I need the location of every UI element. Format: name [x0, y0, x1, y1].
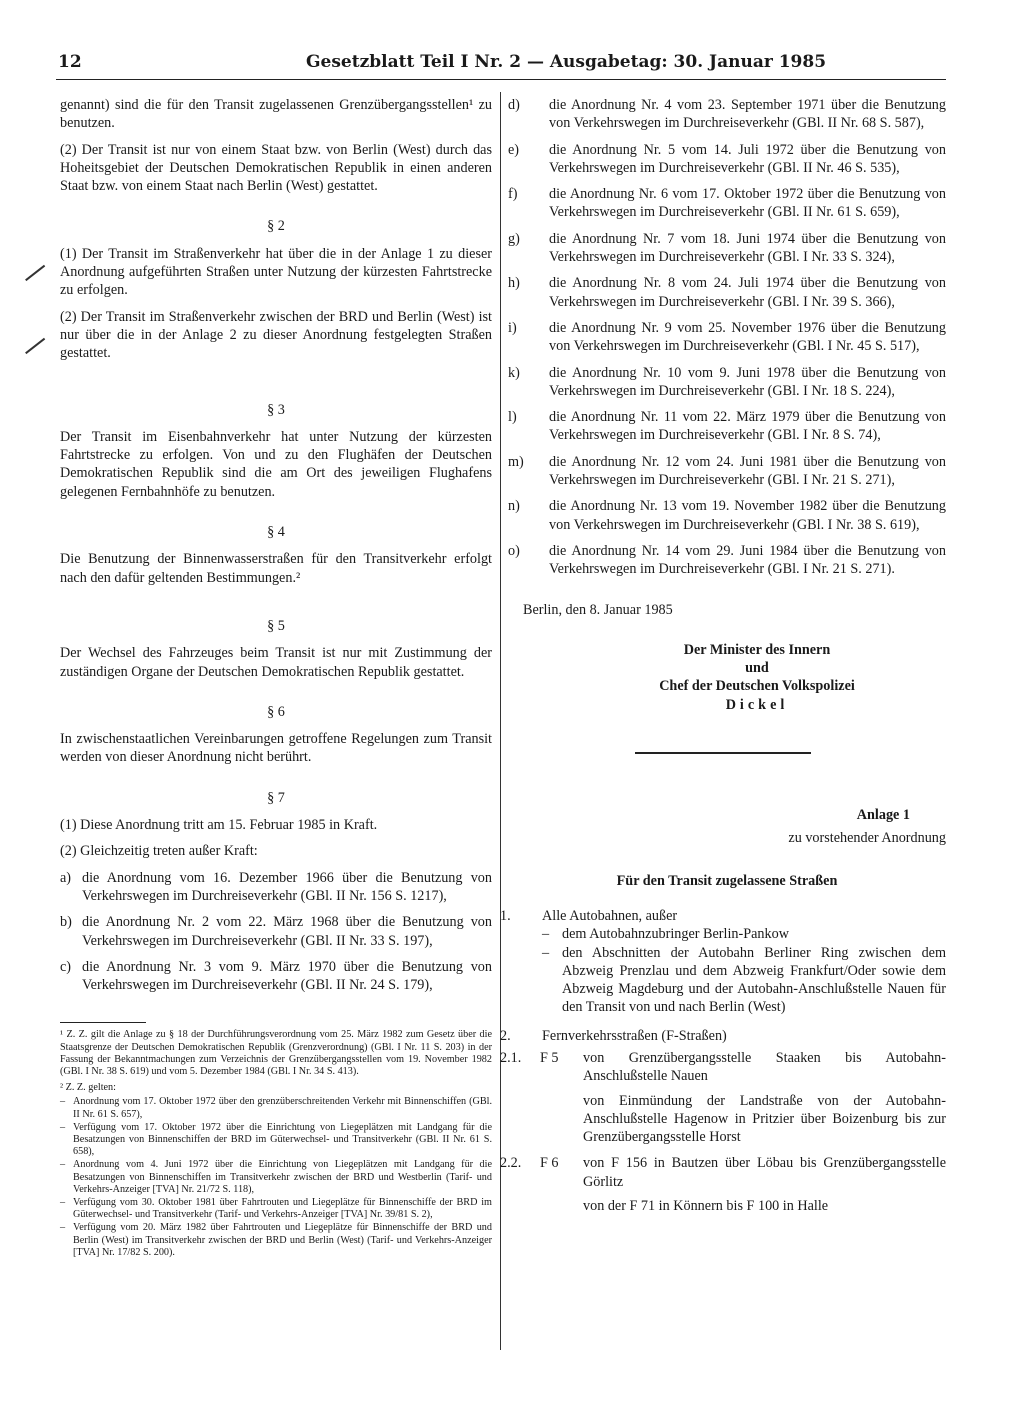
signature-rule: [635, 752, 811, 754]
item-text: die Anordnung Nr. 3 vom 9. März 1970 über die Benutzung von Verkehrswegen im Durchreiseverkehr (GBl. II Nr. 24 S. 179),: [82, 958, 492, 994]
paragraph-1-2: (2) Der Transit ist nur von einem Staat bzw. von Berlin (West) durch das Hoheitsgebiet der Deutschen Demokratischen Republik in einen anderen Staat bzw. von einem Staat nach Berlin (West) gestattet.: [60, 141, 492, 195]
item-label: c): [60, 958, 72, 975]
section-5-heading: § 5: [267, 617, 285, 634]
annex-title: Anlage 1: [856, 807, 910, 824]
list-text: Alle Autobahnen, außer: [542, 907, 678, 924]
item-text: die Anordnung Nr. 5 vom 14. Juli 1972 über die Benutzung von Verkehrswegen im Durchreiseverkehr (GBl. II Nr. 46 S. 535),: [549, 141, 946, 176]
repeal-item-o: [508, 542, 946, 579]
footnote-1-text: Z. Z. gilt die Anlage zu § 18 der Durchführungsverordnung vom 25. März 1982 zum Gesetz über die Staatsgrenze der Deutschen Demokratischen Republik (Grenzverordnung) (GBl. I Nr. 11 S. 203) in der Fassung der Bekanntmachungen zum Verzeichnis der Grenzübergangsstellen vom 19. November 1982 (GBl. I Nr. 38 S. 619) und vom 5. Dezember 1984 (GBl. I Nr. 34 S. 413).: [60, 1029, 492, 1077]
footnote-2-item: – Verfügung vom 30. Oktober 1981 über Fahrtrouten und Liegeplätze für Binnenschiffe der BRD im Güterwechsel- und Transitverkehr (Tarif- und Verkehrs-Anzeiger [TVA] Nr. 39/81 S. 2),: [60, 1197, 492, 1221]
repeal-item-h: [508, 274, 946, 311]
item-label: f): [508, 186, 518, 203]
repeal-item-f: [508, 185, 946, 222]
repeal-item-i: [508, 319, 946, 356]
road-route: von F 156 in Bautzen über Löbau bis Grenzübergangsstelle Görlitz: [583, 1155, 946, 1190]
footnote-2-mark: ²: [60, 1082, 64, 1094]
footnote-2-item: – Anordnung vom 4. Juni 1972 über die Einrichtung von Liegeplätzen mit Landgang für die Besatzungen von Binnenschiffen im Transitverkehr zwischen der BRD und Westberlin (Tarif- und Verkehrs-Anzeiger [TVA] Nr. 21/72 S. 118),: [60, 1159, 492, 1195]
section-5-paragraph: Der Wechsel des Fahrzeuges beim Transit ist nur mit Zustimmung der zuständigen Organe der Deutschen Demokratischen Republik gestattet.: [60, 645, 492, 680]
left-column: [60, 96, 492, 1260]
item-label: o): [508, 542, 520, 559]
exception-item: – dem Autobahnzubringer Berlin-Pankow: [542, 926, 789, 943]
section-2-paragraph-2: (2) Der Transit im Straßenverkehr zwischen der BRD und Berlin (West) ist nur über die in der Anlage 2 zu dieser Anordnung festgelegten Straßen gestattet.: [60, 308, 492, 362]
footnote-2-item-text: Anordnung vom 4. Juni 1972 über die Einrichtung von Liegeplätzen mit Landgang für die Besatzungen von Binnenschiffen im Transitverkehr zwischen der BRD und Westberlin (Tarif- und Verkehrs-Anzeiger [TVA] Nr. 21/72 S. 118),: [73, 1159, 492, 1195]
page-number: 12: [58, 52, 82, 72]
section-3-paragraph: Der Transit im Eisenbahnverkehr hat unter Nutzung der kürzesten Fahrtstrecke zu erfolgen. Von und zu den Flughäfen der Deutschen Demokratischen Republik sind die am Ort des jeweiligen Flughafens gelegenen Fernbahnhöfe zu benutzen.: [60, 428, 492, 500]
item-text: die Anordnung vom 16. Dezember 1966 über die Benutzung von Verkehrswegen im Durchreiseverkehr (GBl. II Nr. 156 S. 1217),: [82, 869, 492, 904]
footnote-2-item-text: Anordnung vom 17. Oktober 1972 über den grenzüberschreitenden Verkehr mit Binnenschiffen (GBl. II Nr. 61 S. 657),: [73, 1096, 492, 1120]
section-4-heading: § 4: [267, 524, 285, 541]
repeal-item-a: [60, 869, 492, 906]
header-rule: [56, 79, 946, 80]
item-text: die Anordnung Nr. 12 vom 24. Juni 1981 über die Benutzung von Verkehrswegen im Durchreiseverkehr (GBl. I Nr. 21 S. 271),: [549, 453, 946, 489]
signature-line-1: Der Minister des Innern: [683, 641, 831, 658]
list-number: 1.: [500, 907, 511, 924]
repeal-item-d: [508, 96, 946, 133]
item-label: h): [508, 275, 520, 292]
road-entry-2-1: [500, 1049, 946, 1086]
annex-heading: Für den Transit zugelassene Straßen: [616, 872, 838, 889]
item-label: n): [508, 498, 520, 515]
item-label: g): [508, 230, 520, 247]
section-7-paragraph-2: (2) Gleichzeitig treten außer Kraft:: [60, 843, 258, 860]
item-label: l): [508, 409, 517, 426]
repeal-item-e: [508, 141, 946, 178]
section-2-paragraph-1: (1) Der Transit im Straßenverkehr hat über die in der Anlage 1 zu dieser Anordnung aufgeführten Straßen unter Nutzung der kürzesten Fahrtstrecke zu erfolgen.: [60, 245, 492, 299]
paragraph-intro: genannt) sind die für den Transit zugelassenen Grenzübergangsstellen¹ zu benutzen.: [60, 97, 492, 132]
list-text: Fernverkehrsstraßen (F-Straßen): [542, 1027, 727, 1044]
item-label: i): [508, 319, 517, 336]
annex-list-item-1-exceptions: [508, 925, 946, 1016]
place-date: Berlin, den 8. Januar 1985: [523, 601, 673, 618]
footnote-2-item-text: Verfügung vom 30. Oktober 1981 über Fahrtrouten und Liegeplätze für Binnenschiffe der BRD im Güterwechsel- und Transitverkehr (Tarif- und Verkehrs-Anzeiger [TVA] Nr. 39/81 S. 2),: [73, 1197, 492, 1221]
repeal-item-n: [508, 497, 946, 534]
repeal-item-l: [508, 408, 946, 445]
item-text: die Anordnung Nr. 8 vom 24. Juli 1974 über die Benutzung von Verkehrswegen im Durchreiseverkehr (GBl. I Nr. 39 S. 366),: [549, 275, 946, 310]
item-label: d): [508, 97, 520, 113]
exception-text: dem Autobahnzubringer Berlin-Pankow: [562, 926, 789, 943]
section-4-paragraph: Die Benutzung der Binnenwasserstraßen für den Transitverkehr erfolgt nach den dafür geltenden Bestimmungen.²: [60, 551, 492, 586]
section-7-paragraph-1: (1) Diese Anordnung tritt am 15. Februar 1985 in Kraft.: [60, 817, 378, 834]
repeal-item-c: [60, 958, 492, 995]
footnote-2-item-text: Verfügung vom 20. März 1982 über Fahrtrouten und Liegeplätze für Binnenschiffe der BRD und Berlin (West) im Transitverkehr zwischen der BRD und Berlin (West) (Tarif- und Verkehrs-Anzeiger [TVA] Nr. 17/82 S. 200).: [73, 1222, 492, 1258]
section-7-heading: § 7: [267, 789, 285, 806]
annex-subtitle: zu vorstehender Anordnung: [788, 830, 946, 847]
section-2-heading: § 2: [267, 218, 285, 235]
item-label: m): [508, 453, 524, 470]
section-6-paragraph: In zwischenstaatlichen Vereinbarungen getroffene Regelungen zum Transit werden von dieser Anordnung nicht berührt.: [60, 731, 492, 766]
item-text: die Anordnung Nr. 10 vom 9. Juni 1978 über die Benutzung von Verkehrswegen im Durchreiseverkehr (GBl. I Nr. 18 S. 224),: [549, 364, 946, 399]
item-text: die Anordnung Nr. 2 vom 22. März 1968 über die Benutzung von Verkehrswegen im Durchreiseverkehr (GBl. II Nr. 33 S. 197),: [82, 914, 492, 949]
signature-name: Dickel: [725, 696, 789, 713]
road-name: F 6: [540, 1155, 559, 1172]
item-text: die Anordnung Nr. 7 vom 18. Juni 1974 über die Benutzung von Verkehrswegen im Durchreiseverkehr (GBl. I Nr. 33 S. 324),: [549, 230, 946, 266]
footnote-2-item: – Verfügung vom 17. Oktober 1972 über die Einrichtung von Liegeplätzen mit Landgang für die Besatzungen von Binnenschiffen der BRD im Güterwechsel- und Transitverkehr (GBl. II Nr. 61 S. 658),: [60, 1121, 492, 1158]
footnote-2-heading: [60, 1082, 492, 1094]
exception-item: – den Abschnitten der Autobahn Berliner Ring zwischen dem Abzweig Prenzlau und dem Abzweig Frankfurt/Oder sowie dem Abzweig Magdeburg und der Autobahn-Anschlußstelle Nauen für den Transit von und nach Berlin (West): [542, 944, 946, 1016]
footnote-rule: [60, 1022, 146, 1023]
item-text: die Anordnung Nr. 11 vom 22. März 1979 über die Benutzung von Verkehrswegen im Durchreiseverkehr (GBl. I Nr. 8 S. 74),: [549, 409, 946, 444]
item-label: a): [60, 869, 72, 886]
road-entry-number: 2.1.: [500, 1049, 522, 1066]
annex-list-item-2: [500, 1027, 946, 1045]
footnote-1-mark: ¹: [60, 1029, 64, 1041]
signature-line-2: und: [745, 660, 769, 677]
road-entry-2-2: [500, 1154, 946, 1191]
footnote-1: [60, 1029, 492, 1078]
annex-list-item-1: [500, 907, 946, 925]
road-entry-number: 2.2.: [500, 1155, 522, 1172]
margin-mark: [25, 265, 45, 281]
right-column: [500, 96, 946, 1223]
item-label: b): [60, 914, 72, 931]
item-label: k): [508, 364, 520, 381]
footnote-2-heading-text: Z. Z. gelten:: [65, 1082, 116, 1094]
section-6-heading: § 6: [267, 703, 285, 720]
margin-mark: [25, 338, 45, 354]
road-route-continued: von Einmündung der Landstraße von der Autobahn-Anschlußstelle Hagenow in Pritzier über Boizenburg bis zur Grenzübergangsstelle Horst: [583, 1092, 946, 1146]
footnote-2-item: – Verfügung vom 20. März 1982 über Fahrtrouten und Liegeplätze für Binnenschiffe der BRD und Berlin (West) im Transitverkehr zwischen der BRD und Berlin (West) (Tarif- und Verkehrs-Anzeiger [TVA] Nr. 17/82 S. 200).: [60, 1222, 492, 1258]
list-number: 2.: [500, 1027, 511, 1044]
item-label: e): [508, 141, 520, 158]
repeal-item-b: [60, 913, 492, 950]
exception-text: den Abschnitten der Autobahn Berliner Ring zwischen dem Abzweig Prenzlau und dem Abzweig Frankfurt/Oder sowie dem Abzweig Magdeburg und der Autobahn-Anschlußstelle Nauen für den Transit von und nach Berlin (West): [562, 944, 946, 1016]
item-text: die Anordnung Nr. 13 vom 19. November 1982 über die Benutzung von Verkehrswegen im Durchreiseverkehr (GBl. I Nr. 38 S. 619),: [549, 498, 946, 533]
footnote-2-item-text: Verfügung vom 17. Oktober 1972 über die Einrichtung von Liegeplätzen mit Landgang für die Besatzungen von Binnenschiffen der BRD im Güterwechsel- und Transitverkehr (GBl. II Nr. 61 S. 658),: [73, 1121, 492, 1158]
road-route-continued: von der F 71 in Könnern bis F 100 in Halle: [583, 1198, 829, 1215]
item-text: die Anordnung Nr. 6 vom 17. Oktober 1972 über die Benutzung von Verkehrswegen im Durchreiseverkehr (GBl. II Nr. 61 S. 659),: [549, 186, 946, 221]
repeal-item-g: [508, 230, 946, 267]
repeal-item-m: [508, 453, 946, 490]
item-text: die Anordnung Nr. 14 vom 29. Juni 1984 über die Benutzung von Verkehrswegen im Durchreiseverkehr (GBl. I Nr. 21 S. 271).: [549, 542, 946, 578]
signature-line-3: Chef der Deutschen Volkspolizei: [659, 678, 855, 695]
footnotes: [60, 1022, 492, 1259]
footnote-2-item: – Anordnung vom 17. Oktober 1972 über den grenzüberschreitenden Verkehr mit Binnenschiffen (GBl. II Nr. 61 S. 657),: [60, 1096, 492, 1120]
section-3-heading: § 3: [267, 401, 285, 418]
page-header-title: Gesetzblatt Teil I Nr. 2 — Ausgabetag: 30. Januar 1985: [306, 52, 827, 72]
repeal-item-k: [508, 364, 946, 401]
item-text: die Anordnung Nr. 4 vom 23. September 1971 über die Benutzung von Verkehrswegen im Durchreiseverkehr (GBl. II Nr. 68 S. 587),: [549, 97, 946, 132]
road-name: F 5: [540, 1049, 559, 1066]
item-text: die Anordnung Nr. 9 vom 25. November 1976 über die Benutzung von Verkehrswegen im Durchreiseverkehr (GBl. I Nr. 45 S. 517),: [549, 319, 946, 355]
road-route: von Grenzübergangsstelle Staaken bis Autobahn-Anschlußstelle Nauen: [583, 1049, 946, 1085]
